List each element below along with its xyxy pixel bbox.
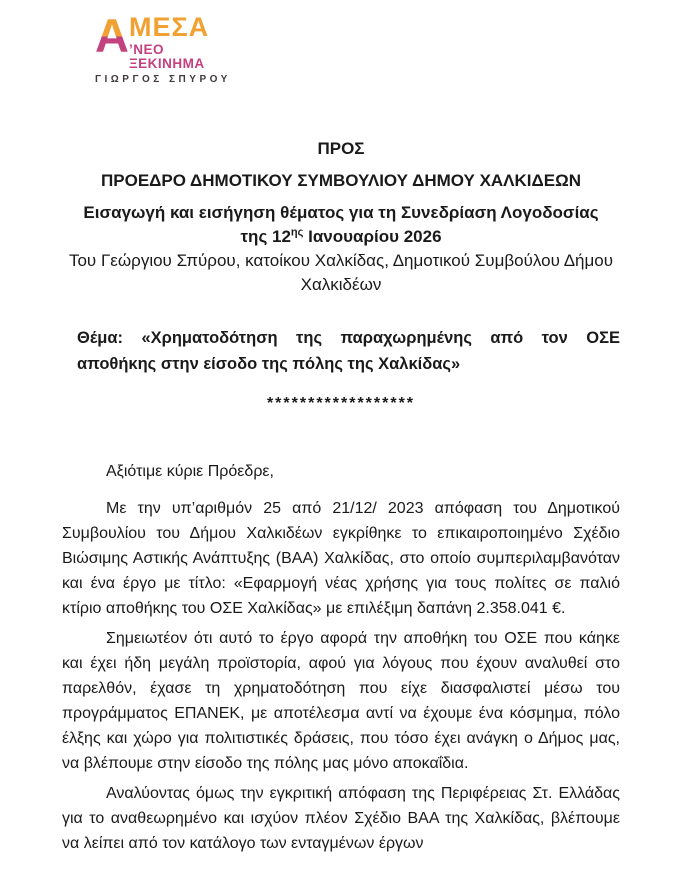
date-prefix: της 12 [240, 227, 291, 246]
date-suffix: Ιανουαρίου 2026 [308, 227, 442, 246]
body-paragraph-3: Αναλύοντας όμως την εγκριτική απόφαση της Περιφέρειας Στ. Ελλάδας για το αναθεωρημένο και ισχύον πλέον Σχέδιο ΒΑΑ της Χαλκίδας, βλέπουμε να λείπει από τον κατάλογο των ενταγμένων έργων [62, 785, 620, 852]
subtitle-date-line [62, 225, 620, 249]
logo-person-name: ΓΙΩΡΓΟΣ ΣΠΥΡΟΥ [95, 74, 231, 85]
to-label: ΠΡΟΣ [317, 139, 365, 158]
body-paragraph-2: Σημειωτέον ότι αυτό το έργο αφορά την αποθήκη του ΟΣΕ που κάηκε και έχει ήδη μεγάλη προϊστορία, αφού για λόγους που έχουν αναλυθεί στο παρελθόν, έχασε τη χρηματοδότηση που είχε διασφαλιστεί μέσω του προγράμματος ΕΠΑΝΕΚ, με αποτέλεσμα αντί να έχουμε ένα κόσμημα, πόλο έλξης και χώρο για πολιτιστικές δράσεις, που τόσο έχει ανάγκη ο Δήμος μας, να βλέπουμε στην είσοδο της πόλης μας μόνο αποκαΐδια. [62, 630, 620, 772]
body-paragraph-1: Με την υπ’αριθμόν 25 από 21/12/ 2023 απόφαση του Δημοτικού Συμβουλίου του Δήμου Χαλκιδέων εγκρίθηκε το επικαιροποιημένο Σχέδιο Βιώσιμης Αστικής Ανάπτυξης (ΒΑΑ) Χαλκίδας, στο οποίο συμπεριλαμβανόταν και ένα έργο με τίτλο: «Εφαρμογή νέας χρήσης για τους πολίτες σε παλιό κτίριο αποθήκης του ΟΣΕ Χαλκίδας» με επιλέξιμη δαπάνη 2.358.041 €. [62, 500, 620, 617]
salutation: Αξιότιμε κύριε Πρόεδρε, [106, 463, 274, 480]
logo-alpha-glyph: Α [95, 9, 128, 62]
logo-line2-text: ’ΝΕΟ ΞΕΚΙΝΗΜΑ [128, 42, 205, 71]
asterisk-separator: ****************** [266, 395, 416, 412]
subtitle-line1: Εισαγωγή και εισήγηση θέματος για τη Συνεδρίαση Λογοδοσίας [83, 203, 599, 222]
author-line: Του Γεώργιου Σπύρου, κατοίκου Χαλκίδας, Δημοτικού Συμβούλου Δήμου Χαλκιδέων [68, 251, 614, 294]
party-logo [95, 9, 231, 85]
subject-line: Θέμα: «Χρηματοδότηση της παραχωρημένης από τον ΟΣΕ αποθήκης στην είσοδο της πόλης της Χαλκίδας» [77, 329, 620, 373]
recipient-line: ΠΡΟΕΔΡΟ ΔΗΜΟΤΙΚΟΥ ΣΥΜΒΟΥΛΙΟΥ ΔΗΜΟΥ ΧΑΛΚΙΔΕΩΝ [100, 171, 581, 190]
logo-wordmark [95, 9, 225, 71]
date-ordinal-superscript: ης [290, 226, 304, 239]
logo-line1-text: ΜΕΣΑ [128, 12, 210, 42]
